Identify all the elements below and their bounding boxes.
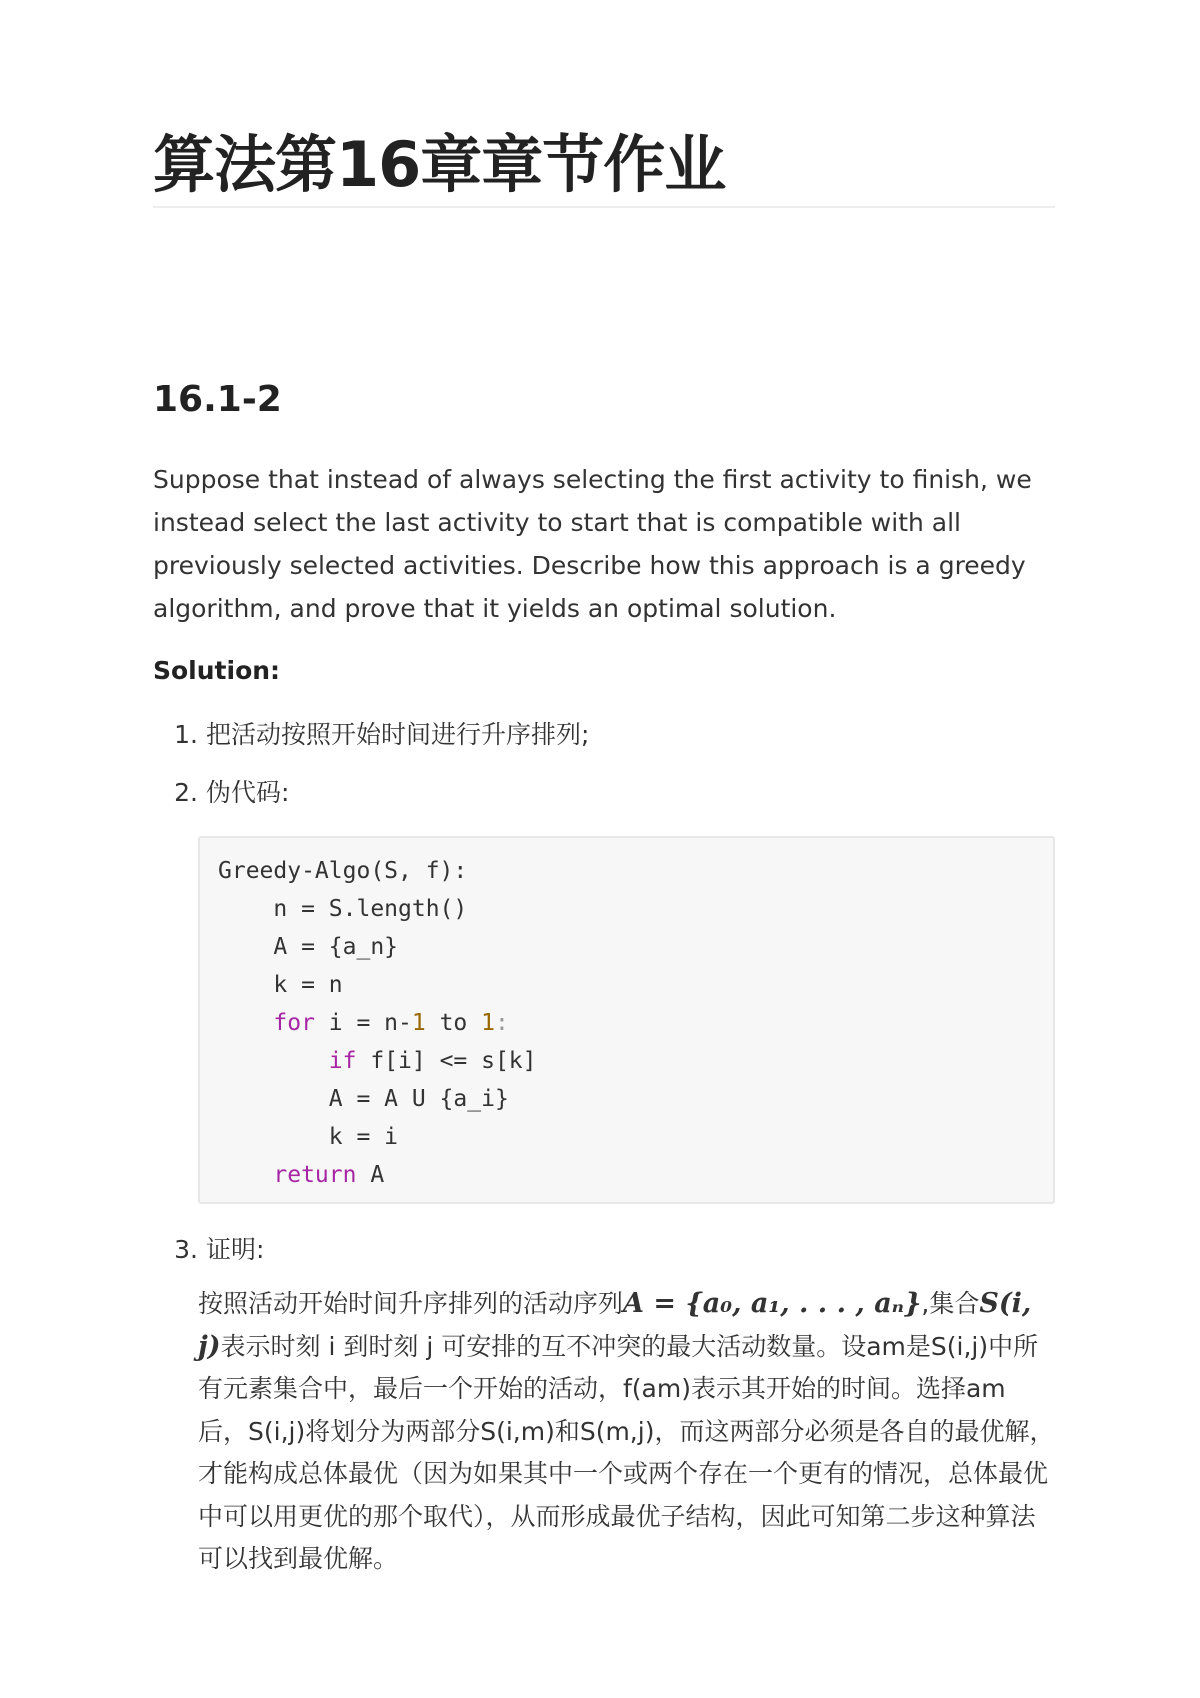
math-subproblem: S(i, j) xyxy=(198,1288,1032,1362)
code-line-ki: k = i xyxy=(328,1124,399,1150)
problem-statement: Suppose that instead of always selecting the first activity to finish, we instead select the last activity to start that is compatible with all previously selected activities. Describe how this approach is a greedy algorithm, and prove that it yields an optimal solution. xyxy=(153,465,1032,623)
title-divider xyxy=(153,206,1055,208)
math-activity-sequence: A = {a₀, a₁, . . . , aₙ} xyxy=(623,1288,922,1319)
code-line-a: A = {a_n} xyxy=(273,934,399,960)
step-1 xyxy=(153,713,589,756)
pseudocode-block xyxy=(198,836,1055,1204)
step-2 xyxy=(153,771,289,814)
step-number: 2. xyxy=(174,778,198,807)
code-line-n: n = S.length() xyxy=(273,896,468,922)
code-line-union: A = A U {a_i} xyxy=(328,1086,509,1112)
step-number: 1. xyxy=(174,720,198,749)
proof-paragraph: 按照活动开始时间升序排列的活动序列A = {a₀, a₁, . . . , aₙ},集合S(i, j)表示时刻 i 到时刻 j 可安排的互不冲突的最大活动数量。设am是S(i,j)中所有元素集合中，最后一个开始的活动，f(am)表示其开始的时间。选择am后，S(i,j)将划分为两部分S(i,m)和S(m,j)，而这两部分必须是各自的最优解，才能构成总体最优（因为如果其中一个或两个存在一个更有的情况，总体最优中可以用更优的那个取代），从而形成最优子结构，因此可知第二步这种算法可以找到最优解。 xyxy=(198,1288,1055,1573)
section-heading: 16.1-2 xyxy=(153,379,282,420)
step-number: 3. xyxy=(174,1235,198,1264)
step-text: 把活动按照开始时间进行升序排列; xyxy=(205,720,590,749)
document-title: 算法第16章章节作业 xyxy=(153,128,726,201)
code-line-if: if f[i] <= s[k] xyxy=(328,1048,537,1074)
code-line-for: for i = n-1 to 1: xyxy=(273,1010,509,1036)
step-text: 伪代码: xyxy=(205,778,290,807)
step-3 xyxy=(153,1228,264,1271)
step-text: 证明: xyxy=(205,1235,265,1264)
code-line-return: return A xyxy=(273,1162,385,1188)
solution-label: Solution: xyxy=(153,656,281,685)
code-line-header: Greedy-Algo(S, f): xyxy=(218,858,468,884)
code-line-k: k = n xyxy=(273,972,343,998)
